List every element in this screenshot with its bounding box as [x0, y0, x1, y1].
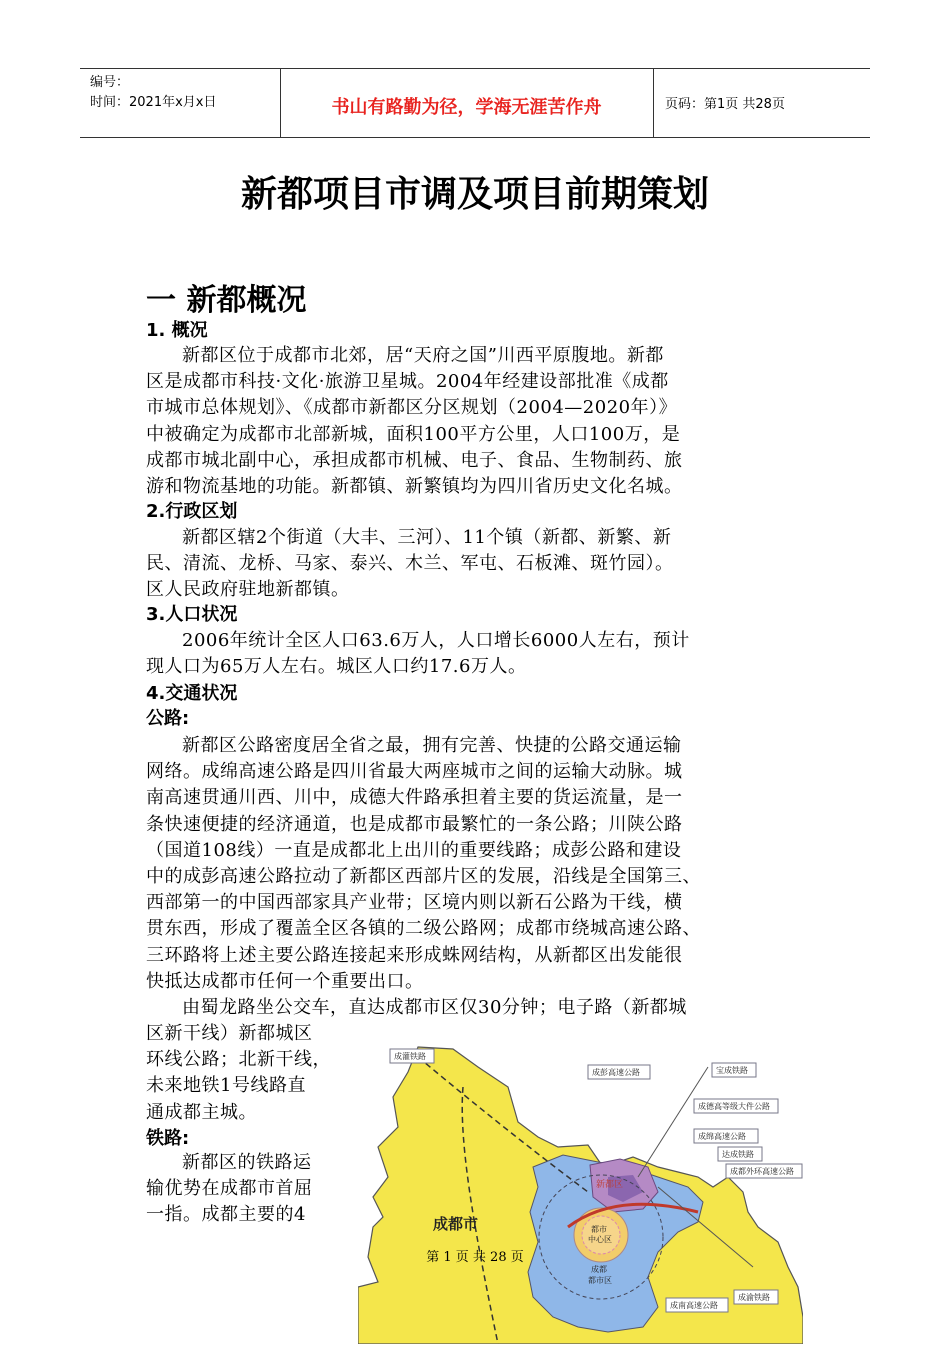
text-line: 新都区公路密度居全省之最，拥有完善、快捷的公路交通运输	[182, 735, 682, 756]
text-line: 新都区的铁路运	[182, 1152, 312, 1173]
text-line: 未来地铁1号线路直	[146, 1075, 306, 1097]
road-heading: 公路:	[146, 708, 190, 729]
text-line: 民、清流、龙桥、马家、泰兴、木兰、军屯、石板滩、斑竹园）。	[146, 553, 674, 575]
text-line: 中的成彭高速公路拉动了新都区西部片区的发展，沿线是全国第三、	[146, 866, 701, 888]
paragraph-overview	[146, 343, 811, 500]
text-line: 2006年统计全区人口63.6万人，人口增长6000人左右，预计	[182, 630, 690, 651]
text-line: 成都市城北副中心，承担成都市机械、电子、食品、生物制药、旅	[146, 449, 683, 471]
map-label-center: 中心区	[588, 1235, 612, 1244]
paragraph-bus-continued	[146, 1021, 356, 1126]
section-heading: 一 新都概况	[146, 283, 307, 318]
subsection-heading-traffic: 4.交通状况	[146, 683, 238, 704]
text-line: 网络。成绵高速公路是四川省最大两座城市之间的运输大动脉。城	[146, 761, 683, 783]
text-line: 由蜀龙路坐公交车，直达成都市区仅30分钟；电子路（新都城	[182, 997, 687, 1018]
map-illustration	[358, 1027, 803, 1344]
header-meta	[90, 73, 216, 113]
text-line: 通成都主城。	[146, 1101, 257, 1123]
text-line: 区人民政府驻地新都镇。	[146, 579, 350, 601]
text-line: 贯东西，形成了覆盖全区各镇的二级公路网；成都市绕城高速公路、	[146, 918, 701, 940]
page-number-label: 页码：第1页 共28页	[665, 97, 785, 112]
subsection-heading-admin: 2.行政区划	[146, 501, 238, 522]
text-line: 新都区辖2个街道（大丰、三河）、11个镇（新都、新繁、新	[182, 527, 672, 548]
number-label: 编号：	[90, 75, 130, 90]
text-line: 快抵达成都市任何一个重要出口。	[146, 970, 424, 992]
document-title: 新都项目市调及项目前期策划	[240, 174, 709, 215]
map-callout: 宝成铁路	[716, 1066, 748, 1075]
text-line: 三环路将上述主要公路连接起来形成蛛网结构，从新都区出发能很	[146, 944, 683, 966]
header-divider	[653, 69, 654, 137]
map-callout: 成绵高速公路	[698, 1132, 746, 1141]
paragraph-rail	[146, 1150, 356, 1229]
text-line: 输优势在成都市首屈	[146, 1178, 313, 1200]
map-label-capital: 成都	[591, 1265, 607, 1274]
map-label-xindu: 新都区	[596, 1180, 624, 1190]
map-callout: 成都外环高速公路	[730, 1167, 794, 1176]
text-line: 市城市总体规划》、《成都市新都区分区规划（2004—2020年）》	[146, 397, 678, 419]
text-line: 游和物流基地的功能。新都镇、新繁镇均为四川省历史文化名城。	[146, 476, 683, 498]
paragraph-population	[146, 628, 811, 680]
map-callout: 成渝铁路	[738, 1293, 770, 1302]
page-footer: 第 1 页 共 28 页	[426, 1250, 524, 1265]
map-label-capital: 都市区	[588, 1276, 612, 1285]
text-line: 中被确定为成都市北部新城，面积100平方公里，人口100万，是	[146, 423, 681, 445]
text-line: 南高速贯通川西、川中，成德大件路承担着主要的货运流量，是一	[146, 787, 683, 809]
callout-line	[638, 1067, 708, 1177]
text-line: （国道108线）一直是成都北上出川的重要线路；成彭公路和建设	[146, 839, 682, 861]
map-callout: 达成铁路	[722, 1150, 754, 1159]
paragraph-bus	[146, 995, 811, 1021]
map-label-center: 都市	[591, 1225, 607, 1234]
chengdu-map-image	[358, 1027, 803, 1344]
paragraph-roads	[146, 733, 811, 995]
paragraph-admin	[146, 525, 811, 604]
subsection-heading-overview: 1. 概况	[146, 320, 208, 341]
time-label: 时间：2021年x月x日	[90, 95, 217, 110]
rail-heading: 铁路:	[146, 1128, 190, 1149]
text-line: 条快速便捷的经济通道，也是成都市最繁忙的一条公路；川陕公路	[146, 813, 683, 835]
subsection-heading-population: 3.人口状况	[146, 604, 238, 625]
map-callout: 成德高等级大件公路	[698, 1102, 770, 1111]
text-line: 现人口为65万人左右。城区人口约17.6万人。	[146, 656, 527, 678]
map-callout: 成灌铁路	[394, 1052, 426, 1061]
text-line: 区新干线）新都城区	[146, 1023, 313, 1044]
page-header	[80, 68, 870, 138]
text-line: 西部第一的中国西部家具产业带；区境内则以新石公路为干线，横	[146, 892, 683, 914]
text-line: 环线公路；北新干线，	[146, 1049, 331, 1071]
map-callout: 成彭高速公路	[592, 1068, 640, 1077]
header-motto: 书山有路勤为径，学海无涯苦作舟	[331, 97, 602, 118]
text-line: 一指。成都主要的4	[146, 1204, 306, 1226]
map-callout: 成南高速公路	[670, 1301, 718, 1310]
text-line: 区是成都市科技·文化·旅游卫星城。2004年经建设部批准《成都	[146, 371, 669, 393]
text-line: 新都区位于成都市北郊，居“天府之国”川西平原腹地。新都	[182, 345, 664, 366]
map-label-chengdu-city: 成都市	[433, 1215, 479, 1233]
